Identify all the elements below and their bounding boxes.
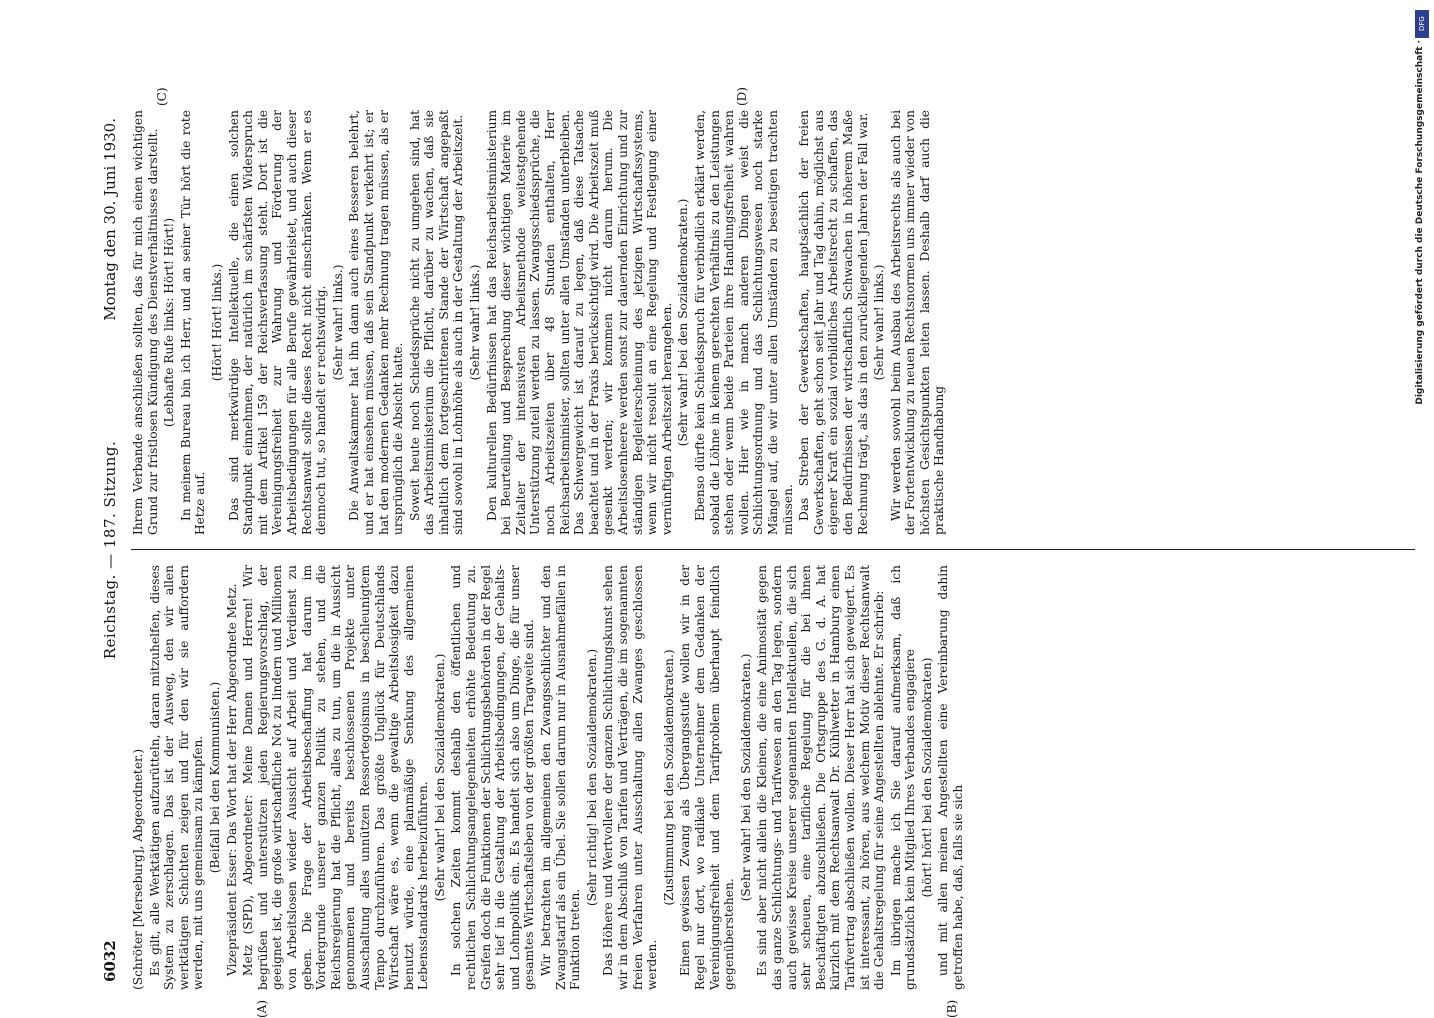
- paragraph: Das sind merkwürdige Intellektuelle, die einen solchen Standpunkt einnehmen, der natürlich im schärfsten Widerspruch mit dem Artikel 159 der Reichsverfassung steht. Dort ist die Vereinigungsfreiheit zur Wahrung und Förderung der Arbeitsbedingungen für alle Berufe gewährleistet, und auch dieser Rechtsanwalt sollte dieses Recht nicht einschränken. Wenn er es dennoch tut, so handelt er rechtswidrig.: [226, 110, 329, 535]
- paragraph: Soweit heute noch Schiedssprüche nicht zu umgehen sind, hat das Arbeitsministerium die Pflicht, darüber zu wachen, daß sie inhaltlich dem fortgeschrittenen Stande der Wirtschaft angepaßt sind sowohl in Lohnhöhe als auch in der Gestaltung der Arbeitszeit.: [407, 110, 466, 535]
- dfg-sidebar: [1412, 10, 1432, 990]
- quotation: Ihrem Verbande anschließen sollten, das für mich einen wichtigen Grund zur fristlosen Kündigung des Dienstverhältnisses darstellt.: [131, 110, 160, 535]
- page-number: 6032: [101, 940, 119, 982]
- paragraph: In solchen Zeiten kommt deshalb den öffentlichen und rechtlichen Schlichtungsangelegenheiten erhöhte Bedeutung zu. Greifen doch die Funktionen der Schlichtungsbehörden in der Regel sehr tief in die Gestaltung der Arbeitsbedingungen, der Gehalts- und Lohnpolitik ein. Es handelt sich also um Dinge, die für unser gesamtes Wirtschaftsleben von der größten Tragweite sind.: [449, 565, 537, 990]
- interjection: (Sehr wahr! bei den Sozialdemokraten.): [676, 198, 691, 447]
- page-title: Reichstag. — 187. Sitzung.: [101, 440, 119, 660]
- document-page: [95, 87, 1425, 1018]
- dfg-logo: DFG: [1415, 10, 1429, 38]
- quotation: und mit allen meinen Angestellten eine Vereinbarung dahin getroffen habe, daß, falls sie sich: [936, 565, 966, 990]
- margin-marker-a: (A): [255, 999, 269, 1018]
- quotation: In meinem Bureau bin ich Herr, und an seiner Tür hört die rote Hetze auf.: [178, 110, 208, 535]
- page-header: [95, 110, 125, 990]
- interjection: (Hört! Hört! links.): [209, 263, 224, 382]
- interjection: (Sehr wahr! bei den Sozialdemokraten.): [432, 653, 447, 902]
- margin-marker-d: (D): [735, 87, 749, 106]
- chair-statement: Vizepräsident Esser: Das Wort hat der Herr Abgeordnete Metz.: [224, 583, 239, 976]
- interjection: (Sehr richtig! bei den Sozialdemokraten.): [584, 648, 599, 907]
- interjection: (Beifall bei den Kommunisten.): [207, 681, 222, 874]
- paragraph: Das Höhere und Wertvollere der ganzen Schlichtungskunst sehen wir in dem Abschluß von Tarifen und Verträgen, die im sogenannten freien Verfahren unter Ausschaltung allen Zwanges geschlossen werden.: [601, 565, 660, 990]
- paragraph: Es sind aber nicht allein die Kleinen, die eine Animosität gegen das ganze Schlichtungs- und Tarifwesen an den Tag legen, sondern auch gewisse Kreise unserer sogenannten Intellektuellen, die sich sehr scheuen, eine tarifliche Regelung für die bei ihnen Beschäftigten abzuschließen. Die Ortsgruppe des G. d. A. hat kürzlich mit dem Rechtsanwalt Dr. Kühlwetter in Hamburg einen Tarifvertrag abschließen wollen. Dieser Herr hat sich geweigert. Es ist interessant, zu hören, aus welchem Motiv dieser Rechtsanwalt die Gehaltsregelung für seine Angestellten ablehnte. Er schrieb:: [755, 565, 887, 990]
- interjection: (Zustimmung bei den Sozialdemokraten.): [661, 649, 676, 906]
- interjection: (Lebhafte Rufe links: Hört! Hört!): [162, 217, 177, 428]
- digitization-note: Digitalisierung gefördert durch die Deutsche Forschungsgemeinschaft ·: [1415, 40, 1425, 405]
- quotation: Im übrigen mache ich Sie darauf aufmerksam, daß ich grundsätzlich kein Mitglied Ihres Verbandes engagiere: [888, 565, 918, 990]
- paragraph: Wir werden sowohl beim Ausbau des Arbeitsrechts als auch bei der Fortentwicklung zu neuen Rechtsnormen uns immer wieder von höchsten Gesichtspunkten leiten lassen. Deshalb darf auch die praktische Handhabung: [888, 110, 947, 535]
- paragraph: Wir betrachten im allgemeinen den Zwangsschlichter und den Zwangstarif als ein Übel. Sie sollen darum nur in Ausnahmefällen in Funktion treten.: [539, 565, 583, 990]
- paragraph: Einen gewissen Zwang als Übergangsstufe wollen wir in der Regel nur dort, wo radikale Unternehmer dem Gedanken der Vereinigungsfreiheit und dem Tarifproblem überhaupt feindlich gegenüberstehen.: [678, 565, 737, 990]
- paragraph: Den kulturellen Bedürfnissen hat das Reichsarbeitsministerium bei Beurteilung und Besprechung dieser wichtigen Materie im Zeitalter der intensivsten Arbeitsmethode weitestgehende Unterstützung zuteil werden zu lassen. Zwangsschiedssprüche, die noch Arbeitszeiten über 48 Stunden enthalten, Herr Reichsarbeitsminister, sollten unter allen Umständen unterbleiben. Das Schwergewicht ist darauf zu legen, daß diese Tatsache beachtet und in der Praxis berücksichtigt wird. Die Arbeitszeit muß gesenkt werden; wir kommen nicht darum herum. Die Arbeitslosenheere werden sonst zur dauernden Einrichtung und zur ständigen Begleiterscheinung des jetzigen Wirtschaftssystems, wenn wir nicht resolut an eine Regelung und Festlegung einer vernünftigen Arbeitszeit herangehen.: [484, 110, 674, 535]
- interjection: (Sehr wahr! bei den Sozialdemokraten.): [738, 653, 753, 902]
- paragraph: Es gilt, alle Werktätigen aufzurütteln, daran mitzuhelfen, dieses System zu zerschlagen. Das ist der Ausweg, den wir allen werktätigen Schichten zeigen und für den wir sie auffordern werden, mit uns gemeinsam zu kämpfen.: [147, 565, 206, 990]
- margin-marker-c: (C): [155, 87, 169, 106]
- interjection: (Sehr wahr! links.): [330, 264, 345, 381]
- paragraph: Ebenso dürfte kein Schiedsspruch für verbindlich erklärt werden, sobald die Löhne in keinem gerechten Verhältnis zu den Leistungen stehen oder wenn beide Parteien ihre Handlungsfreiheit wahren wollen. Hier wie in manch anderen Dingen weist die Schlichtungsordnung und das Schlichtungswesen noch starke Mängel auf, die wir unter allen Umständen zu beseitigen trachten müssen.: [692, 110, 795, 535]
- left-column: [131, 565, 1425, 990]
- speaker-continuation: (Schröter [Merseburg], Abgeordneter.): [131, 748, 145, 990]
- paragraph: Metz (SPD), Abgeordneter: Meine Damen und Herren! Wir begrüßen und unterstützen jeden Regierungsvorschlag, der geeignet ist, die große wirtschaftliche Not zu lindern und Millionen von Arbeitslosen wieder Aussicht auf Arbeit und Verdienst zu geben. Die Frage der Arbeitsbeschaffung hat darum im Vordergrunde unserer ganzen Politik zu stehen, und die Reichsregierung hat die Pflicht, alles zu tun, um die in Aussicht genommenen und bereits beschlossenen Projekte unter Ausschaltung alles unnützen Ressortegoismus in beschleunigtem Tempo durchzuführen. Das größte Unglück für Deutschlands Wirtschaft wäre es, wenn die gewaltige Arbeitslosigkeit dazu benutzt würde, eine planmäßige Senkung des allgemeinen Lebensstandards herbeizuführen.: [241, 565, 431, 990]
- interjection: (Sehr wahr! links.): [872, 264, 887, 381]
- interjection: (hört! hört! bei den Sozialdemokraten): [919, 657, 934, 898]
- paragraph: Die Anwaltskammer hat ihn dann auch eines Besseren belehrt, und er hat einsehen müssen, daß sein Standpunkt verkehrt ist; er hat den modernen Gedanken mehr Rechnung tragen müssen, als er ursprünglich die Absicht hatte.: [347, 110, 406, 535]
- interjection: (Sehr wahr! links.): [468, 264, 483, 381]
- paragraph: Das Streben der Gewerkschaften, hauptsächlich der freien Gewerkschaften, geht schon seit Jahr und Tag dahin, möglichst aus eigener Kraft ein sozial vorbildliches Arbeitsrecht zu schaffen, das den Bedürfnissen der wirtschaftlich Schwachen in höherem Maße Rechnung trägt, als das in den zurückliegenden Jahren der Fall war.: [797, 110, 870, 535]
- margin-marker-b: (B): [945, 999, 959, 1018]
- column-divider: [131, 549, 1415, 550]
- right-column: [131, 110, 1425, 535]
- session-date: Montag den 30. Juni 1930.: [101, 118, 119, 321]
